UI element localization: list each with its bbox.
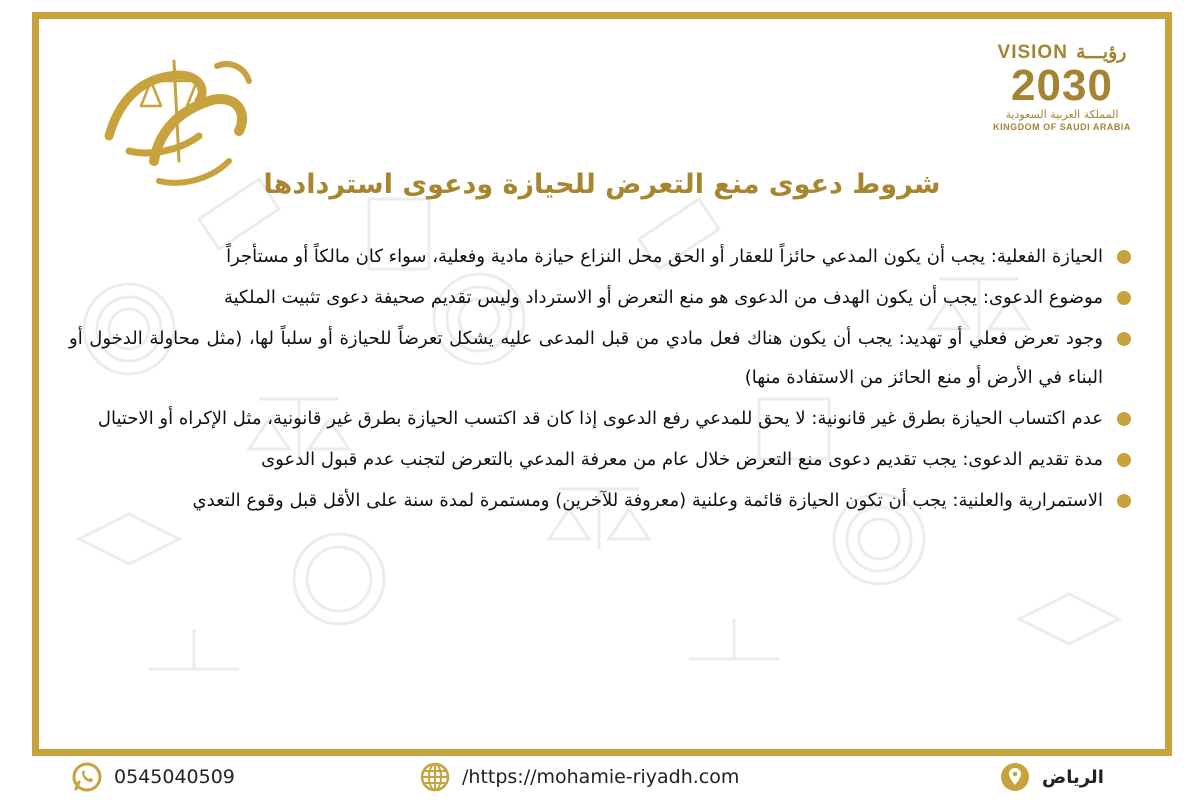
- list-item: [69, 399, 1135, 438]
- list-item-text: موضوع الدعوى: يجب أن يكون الهدف من الدعوى هو منع التعرض أو الاسترداد وليس تقديم صحيفة دعوى تثبيت الملكية: [223, 287, 1103, 308]
- list-item-text: الحيازة الفعلية: يجب أن يكون المدعي حائزاً للعقار أو الحق محل النزاع حيازة مادية وفعلية، سواء كان مالكاً أو مستأجراً: [226, 246, 1103, 267]
- globe-icon: [420, 762, 450, 792]
- conditions-list: [69, 237, 1135, 522]
- vision-country-ar: المملكة العربية السعودية: [1005, 108, 1119, 121]
- footer-phone[interactable]: [72, 762, 235, 792]
- list-item: [69, 440, 1135, 479]
- footer: [0, 756, 1200, 800]
- bullet-icon: [1117, 250, 1131, 264]
- phone-number: 0545040509: [114, 766, 235, 788]
- bullet-icon: [1117, 494, 1131, 508]
- location-pin-icon: [1000, 762, 1030, 792]
- list-item: [69, 319, 1135, 397]
- bullet-icon: [1117, 291, 1131, 305]
- list-item: [69, 278, 1135, 317]
- vision-label-ar: رؤيـــة: [1075, 42, 1127, 63]
- bullet-icon: [1117, 412, 1131, 426]
- list-item-text: مدة تقديم الدعوى: يجب تقديم دعوى منع التعرض خلال عام من معرفة المدعي بالتعرض لتجنب عدم قبول الدعوى: [261, 449, 1103, 470]
- footer-website[interactable]: [420, 762, 739, 792]
- vision-country-en: KINGDOM OF SAUDI ARABIA: [993, 122, 1131, 132]
- page-title: شروط دعوى منع التعرض للحيازة ودعوى استردادها: [263, 169, 941, 200]
- content-frame: [32, 12, 1172, 756]
- vision-2030-logo: [977, 41, 1147, 151]
- whatsapp-icon: [72, 762, 102, 792]
- list-item-text: الاستمرارية والعلنية: يجب أن تكون الحيازة قائمة وعلنية (معروفة للآخرين) ومستمرة لمدة سنة على الأقل قبل وقوع التعدي: [192, 490, 1103, 511]
- website-link[interactable]: /https://mohamie-riyadh.com: [462, 766, 740, 788]
- bullet-icon: [1117, 332, 1131, 346]
- list-item: [69, 237, 1135, 276]
- list-item: [69, 481, 1135, 520]
- list-item-text: عدم اكتساب الحيازة بطرق غير قانونية: لا يحق للمدعي رفع الدعوى إذا كان قد اكتسب الحيازة بطرق غير قانونية، مثل الإكراه أو الاحتيال: [97, 408, 1103, 429]
- location-text: الرياض: [1042, 766, 1104, 788]
- bullet-icon: [1117, 453, 1131, 467]
- vision-year: 2030: [1011, 61, 1113, 110]
- list-item-text: وجود تعرض فعلي أو تهديد: يجب أن يكون هناك فعل مادي من قبل المدعى عليه يشكل تعرضاً للحيازة أو سلباً لها، (مثل محاولة الدخول أو البناء في الأرض أو منع الحائز من الاستفادة منها): [69, 328, 1103, 388]
- footer-location: [1000, 762, 1104, 792]
- vision-label-en: VISION: [997, 41, 1068, 63]
